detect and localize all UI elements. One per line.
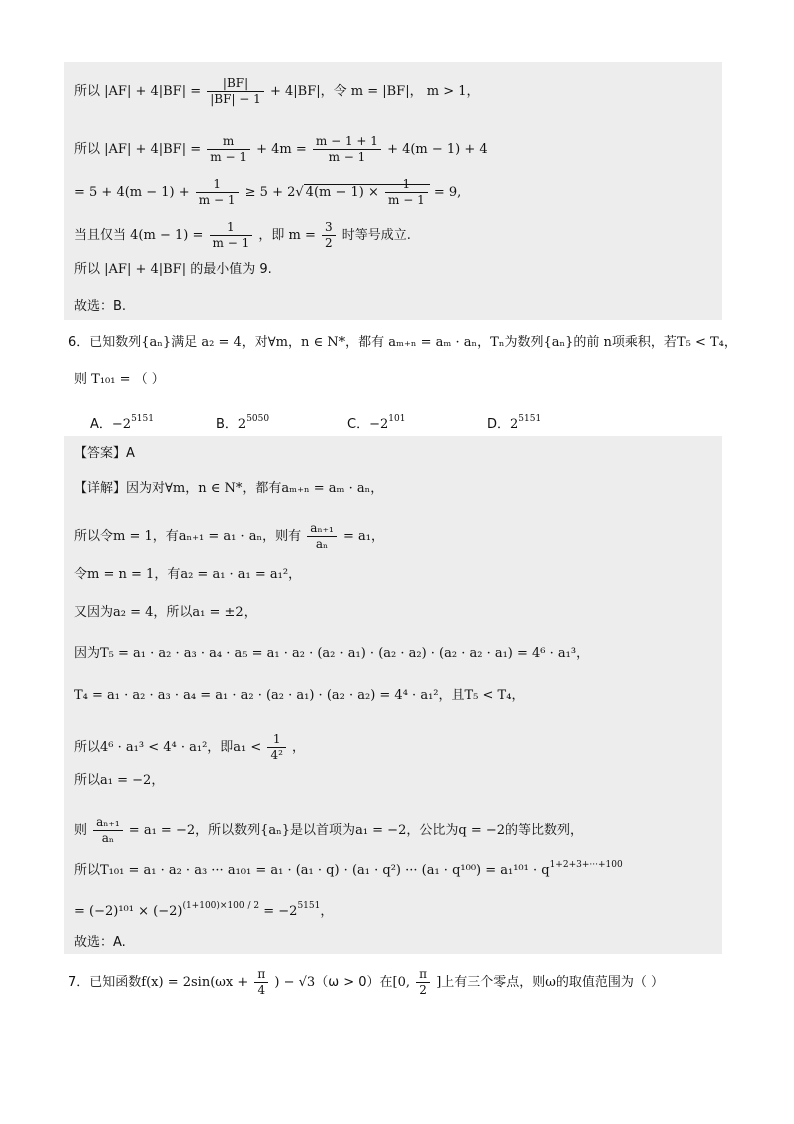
sol-top-line-1: 所以 |AF| + 4|BF| = $\frac{|BF|}{|BF| - 1}$ + 4|BF|，令 m = |BF|， m > 1， bbox=[74, 76, 480, 106]
sqrt-body: 4(m − 1) × $\frac{1}{m - 1}$ bbox=[304, 184, 430, 200]
fraction: $\frac{\pi}{2}$ bbox=[416, 967, 430, 998]
fraction: $\frac{|BF|}{|BF| - 1}$ bbox=[207, 76, 264, 107]
sol6-line-8: 所以a₁ = −2， bbox=[74, 773, 165, 788]
sol6-line-7: 所以4⁶ · a₁³ < 4⁴ · a₁²，即a₁ < $\frac{1}{\text{4²}}$ ， bbox=[74, 732, 306, 762]
sol-top-line-4: 当且仅当 4(m − 1) = $\frac{1}{m - 1}$ ，即 m = $\frac{3}{2}$ 时等号成立. bbox=[74, 220, 411, 250]
sol6-line-4: 又因为a₂ = 4，所以a₁ = ±2， bbox=[74, 605, 257, 620]
sol6-line-3: 令m = n = 1，有a₂ = a₁ · a₁ = a₁²， bbox=[74, 567, 302, 582]
fraction: $\frac{1}{m - 1}$ bbox=[210, 220, 253, 251]
sol6-line-5: 因为T₅ = a₁ · a₂ · a₃ · a₄ · a₅ = a₁ · a₂ · (a₂ · a₁) · (a₂ · a₂) · (a₂ · a₂ · a₁) = 4⁶ · a₁³， bbox=[74, 646, 590, 661]
sol6-line-6: T₄ = a₁ · a₂ · a₃ · a₄ = a₁ · a₂ · (a₂ · a₁) · (a₂ · a₂) = 4⁴ · a₁²，且T₅ < T₄， bbox=[74, 688, 525, 703]
sol6-line-9: 则 $\frac{\text{aₙ₊₁}}{\text{aₙ}}$ = a₁ = −2，所以数列{aₙ}是以首项为a₁ = −2，公比为q = −2的等比数列， bbox=[74, 815, 584, 845]
sol6-conclusion: 故选：A. bbox=[74, 935, 126, 950]
fraction: $\frac{3}{2}$ bbox=[322, 220, 336, 251]
question-6-stem: 6．已知数列{aₙ}满足 a₂ = 4，对∀m，n ∈ N*，都有 aₘ₊ₙ = aₘ · aₙ，Tₙ为数列{aₙ}的前 n项乘积，若T₅ < T₄， bbox=[68, 335, 737, 350]
sol6-line-10: 所以T₁₀₁ = a₁ · a₂ · a₃ ··· a₁₀₁ = a₁ · (a₁ · q) · (a₁ · q²) ··· $(a_1 \cdot q^{100}) = a_1^{101} \cdot q^{1+2+3+\cdot\cdot\cdot+100}$ bbox=[74, 860, 623, 878]
option-a[interactable]: A．$-2^{5151}$ bbox=[90, 414, 154, 432]
sol-top-conclusion: 故选：B. bbox=[74, 299, 127, 314]
option-d[interactable]: D．$2^{5151}$ bbox=[487, 414, 542, 432]
sol-top-line-3: = 5 + 4(m − 1) + $\frac{1}{m - 1}$ ≥ 5 + 2√ 4(m − 1) × $\frac{1}{m - 1}$ = 9, bbox=[74, 177, 462, 207]
fraction: $\frac{m}{m - 1}$ bbox=[207, 134, 250, 165]
sol-top-line-5: 所以 |AF| + 4|BF| 的最小值为 9. bbox=[74, 262, 272, 277]
question-7-stem: 7．已知函数f(x) = 2sin(ωx + $\frac{\pi}{4}$ ) − √3（ω > 0）在[0, $\frac{\pi}{2}$ ]上有三个零点，则ω的取值范围为（ ） bbox=[68, 967, 665, 997]
sqrt-sign: √ bbox=[295, 185, 304, 200]
fraction: $\frac{1}{m - 1}$ bbox=[196, 177, 239, 208]
fraction: $\frac{\text{aₙ₊₁}}{\text{aₙ}}$ bbox=[93, 815, 123, 846]
fraction: $\frac{\text{aₙ₊₁}}{\text{aₙ}}$ bbox=[307, 521, 337, 552]
sol-top-line-2: 所以 |AF| + 4|BF| = $\frac{m}{m - 1}$ + 4m = $\frac{m - 1 + 1}{m - 1}$ + 4(m − 1) + 4 bbox=[74, 134, 488, 164]
question-6-stem-2: 则 T₁₀₁ = （ ） bbox=[74, 372, 165, 387]
fraction: $\frac{1}{\text{4²}}$ bbox=[267, 732, 285, 763]
sol6-line-1: 【详解】因为对∀m，n ∈ N*，都有aₘ₊ₙ = aₘ · aₙ， bbox=[74, 481, 384, 496]
fraction: $\frac{\pi}{4}$ bbox=[254, 967, 268, 998]
fraction: $\frac{1}{m - 1}$ bbox=[385, 177, 428, 208]
option-c[interactable]: C．$-2^{101}$ bbox=[347, 414, 406, 432]
sol6-line-2: 所以令m = 1，有aₙ₊₁ = a₁ · aₙ，则有 $\frac{\text{aₙ₊₁}}{\text{aₙ}}$ = a₁， bbox=[74, 521, 384, 551]
option-b[interactable]: B．$2^{5050}$ bbox=[216, 414, 270, 432]
answer-label: 【答案】A bbox=[74, 446, 135, 461]
math-expr: |AF| + 4|BF| = bbox=[104, 84, 202, 99]
sol6-line-11: = $(-2)^{101} \times (-2)^{(1+100)\times 100 / 2} = -2^{5151}$， bbox=[74, 901, 334, 919]
fraction: $\frac{m - 1 + 1}{m - 1}$ bbox=[313, 134, 381, 165]
